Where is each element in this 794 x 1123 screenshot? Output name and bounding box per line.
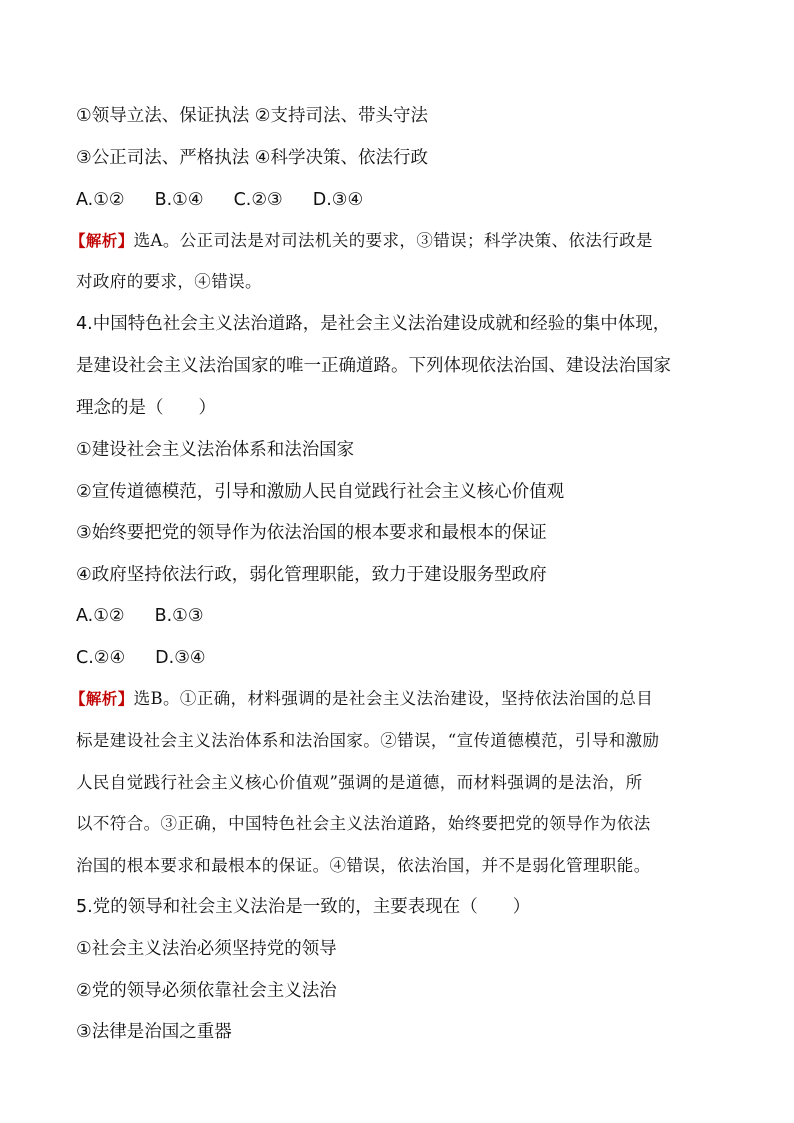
q4-analysis-tag: 【解析】: [70, 690, 134, 708]
q3-option-a: A.①②: [76, 190, 125, 210]
q3-option-d: D.③④: [312, 190, 364, 210]
q4-options-row-1: [76, 605, 734, 627]
q3-analysis-tag: 【解析】: [70, 232, 134, 250]
q3-options: [76, 189, 734, 211]
q3-option-c: C.②③: [233, 190, 283, 210]
q4-analysis-text-1: 选B。①正确，材料强调的是社会主义法治建设，坚持依法治国的总目: [133, 689, 654, 708]
q3-option-b: B.①④: [154, 190, 204, 210]
q4-analysis-line-4: 以不符合。③正确，中国特色社会主义法治道路，始终要把党的领导作为依法: [76, 814, 651, 833]
q4-stem-line-3: 理念的是（ ）: [76, 398, 216, 418]
q4-option-c: C.②④: [76, 648, 126, 668]
q4-item-2: ②宣传道德模范，引导和激励人民自觉践行社会主义核心价值观: [76, 482, 565, 502]
q5-item-3: ③法律是治国之重器: [76, 1022, 232, 1042]
q4-analysis-line-2: 标是建设社会主义法治体系和法治国家。②错误，“宣传道德模范，引导和激励: [76, 731, 660, 750]
q4-option-a: A.①②: [76, 606, 125, 626]
q4-options-row-2: [76, 647, 734, 669]
q4-stem-line-1: 4.中国特色社会主义法治道路，是社会主义法治建设成就和经验的集中体现，: [76, 314, 671, 334]
q4-analysis-line-3: 人民自觉践行社会主义核心价值观”强调的是道德，而材料强调的是法治，所: [76, 773, 643, 792]
q5-item-1: ①社会主义法治必须坚持党的领导: [76, 939, 337, 959]
q4-option-b: B.①③: [154, 606, 204, 626]
q3-analysis-line-2: 对政府的要求，④错误。: [76, 272, 262, 291]
q4-item-4: ④政府坚持依法行政，弱化管理职能，致力于建设服务型政府: [76, 565, 547, 585]
q5-item-2: ②党的领导必须依靠社会主义法治: [76, 981, 337, 1001]
q3-analysis-text-1: 选A。公正司法是对司法机关的要求，③错误；科学决策、依法行政是: [133, 231, 653, 250]
q4-item-3: ③始终要把党的领导作为依法治国的根本要求和最根本的保证: [76, 523, 547, 543]
q5-stem: 5.党的领导和社会主义法治是一致的，主要表现在（ ）: [76, 897, 531, 917]
q3-item-3-4: ③公正司法、严格执法 ④科学决策、依法行政: [76, 148, 428, 168]
q4-item-1: ①建设社会主义法治体系和法治国家: [76, 440, 355, 460]
q4-stem-line-2: 是建设社会主义法治国家的唯一正确道路。下列体现依法治国、建设法治国家: [76, 356, 671, 376]
q4-analysis-line-5: 治国的根本要求和最根本的保证。④错误，依法治国，并不是弱化管理职能。: [76, 856, 651, 875]
q4-option-d: D.③④: [155, 648, 206, 668]
q3-item-1-2: ①领导立法、保证执法 ②支持司法、带头守法: [76, 106, 428, 126]
q4-analysis-line-1: [70, 688, 734, 710]
q3-analysis-line-1: [70, 230, 734, 252]
